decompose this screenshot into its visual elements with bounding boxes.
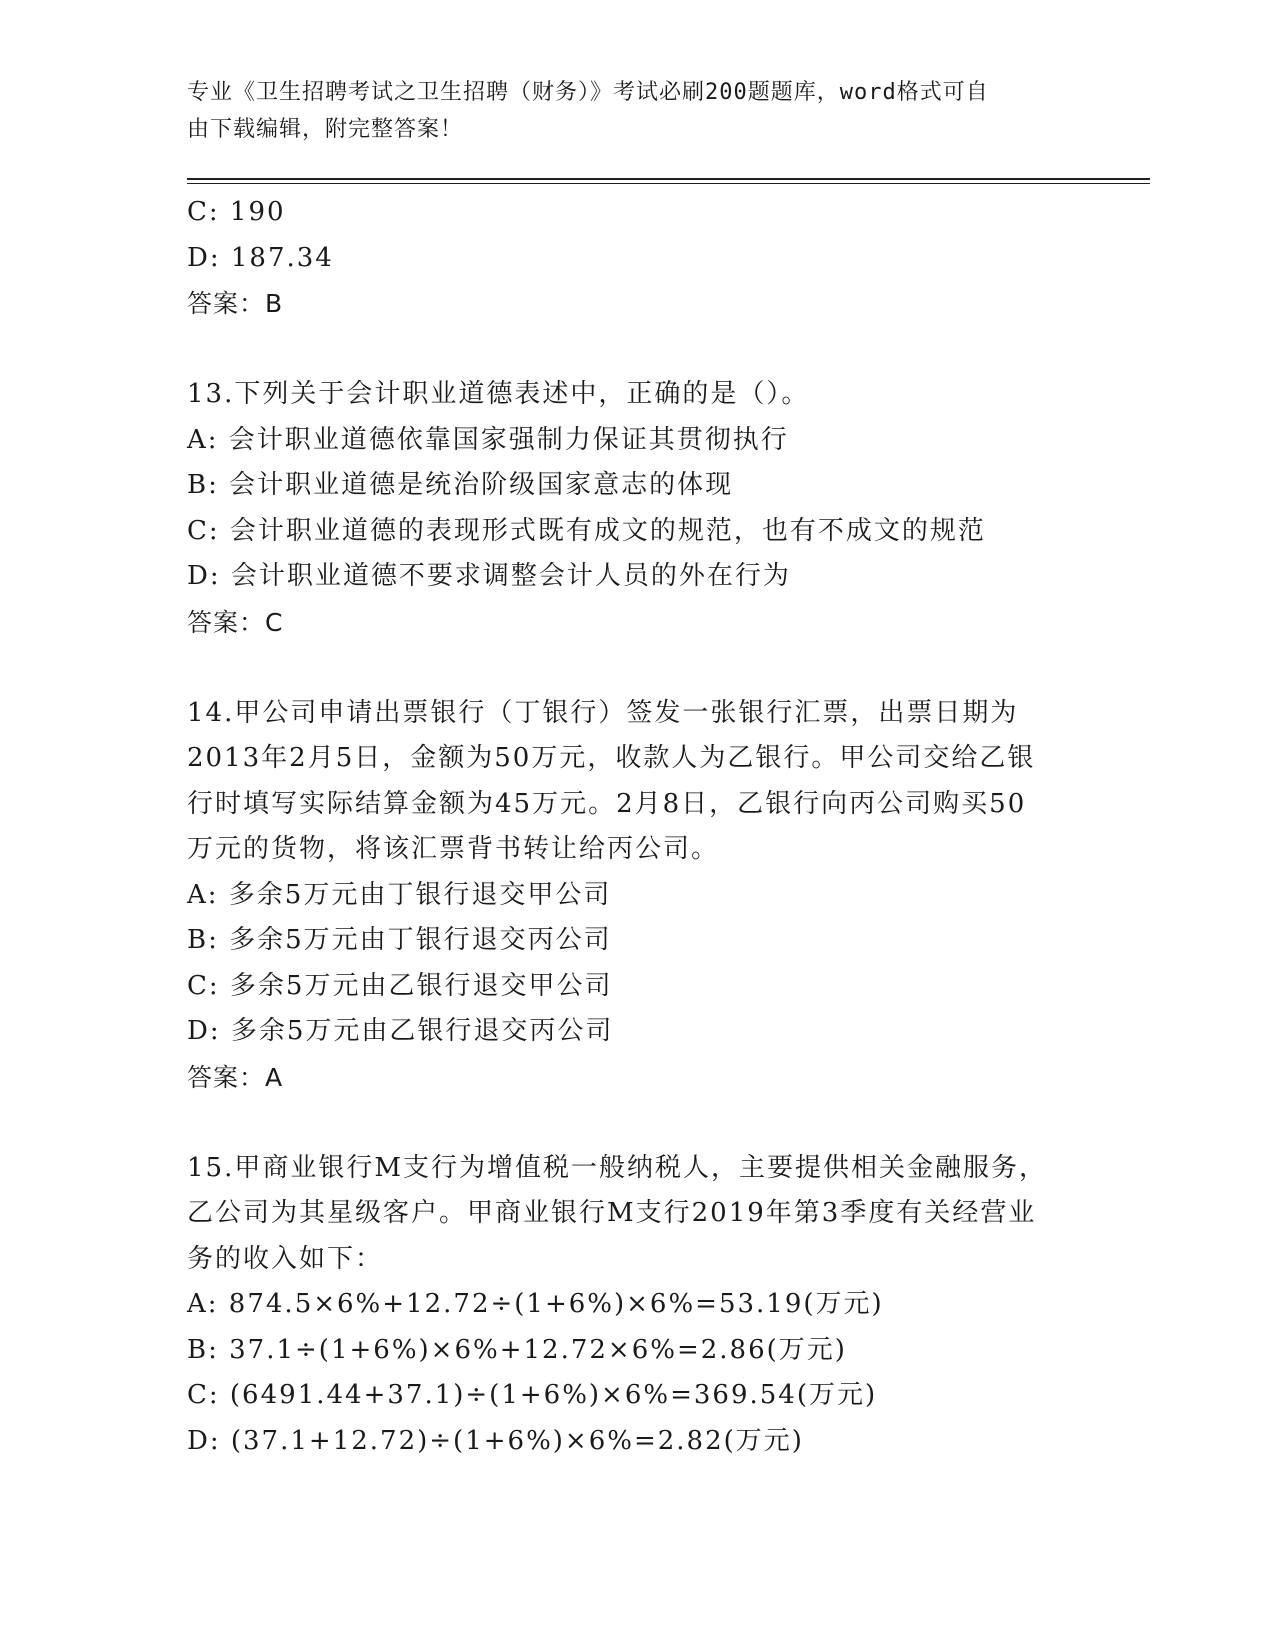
q12-option-c: C: 190 <box>187 197 286 227</box>
q13-option-c: C: 会计职业道德的表现形式既有成文的规范，也有不成文的规范 <box>187 515 986 546</box>
q14-answer: 答案：A <box>187 1062 284 1092</box>
spacer <box>187 327 1087 373</box>
header-line-2: 由下载编辑，附完整答案！ <box>187 117 464 142</box>
document-header <box>187 74 1087 148</box>
q13-option-a: A: 会计职业道德依靠国家强制力保证其贯彻执行 <box>187 424 789 455</box>
q13-option-b: B: 会计职业道德是统治阶级国家意志的体现 <box>187 470 734 500</box>
q15-stem-line-3: 务的收入如下： <box>187 1243 384 1274</box>
q15-option-a: A: 874.5×6%+12.72÷(1+6%)×6%=53.19(万元) <box>187 1289 884 1319</box>
header-divider-thick <box>187 178 1150 180</box>
q14-option-b: B: 多余5万元由丁银行退交丙公司 <box>187 925 612 955</box>
question-13 <box>187 372 1087 645</box>
q15-option-d: D: (37.1+12.72)÷(1+6%)×6%=2.82(万元) <box>187 1425 804 1456</box>
question-content <box>187 190 1087 1464</box>
q13-option-d: D: 会计职业道德不要求调整会计人员的外在行为 <box>187 561 791 591</box>
header-divider-thin <box>187 183 1150 184</box>
q12-option-d: D: 187.34 <box>187 242 334 273</box>
q14-stem-line-4: 万元的货物，将该汇票背书转让给丙公司。 <box>187 834 720 864</box>
question-12-tail <box>187 190 1087 327</box>
spacer <box>187 1100 1087 1146</box>
q14-option-a: A: 多余5万元由丁银行退交甲公司 <box>187 879 612 910</box>
question-15 <box>187 1146 1087 1465</box>
header-line-1: 专业《卫生招聘考试之卫生招聘（财务）》考试必刷200题题库，word格式可自 <box>187 80 989 105</box>
q13-stem: 13.下列关于会计职业道德表述中，正确的是（）。 <box>187 379 810 409</box>
q15-stem-line-1: 15.甲商业银行M支行为增值税一般纳税人，主要提供相关金融服务， <box>187 1152 1047 1183</box>
q15-option-c: C: (6491.44+37.1)÷(1+6%)×6%=369.54(万元) <box>187 1380 878 1410</box>
q14-stem-line-3: 行时填写实际结算金额为45万元。2月8日，乙银行向丙公司购买50 <box>187 788 1027 819</box>
q12-answer: 答案：B <box>187 289 284 318</box>
q15-stem-line-2: 乙公司为其星级客户。甲商业银行M支行2019年第3季度有关经营业 <box>187 1198 1037 1228</box>
q13-answer: 答案：C <box>187 607 284 637</box>
q15-option-b: B: 37.1÷(1+6%)×6%+12.72×6%=2.86(万元) <box>187 1334 847 1365</box>
question-14 <box>187 691 1087 1101</box>
spacer <box>187 645 1087 691</box>
q14-stem-line-2: 2013年2月5日，金额为50万元，收款人为乙银行。甲公司交给乙银 <box>187 743 1036 773</box>
q14-option-c: C: 多余5万元由乙银行退交甲公司 <box>187 970 613 1001</box>
q14-option-d: D: 多余5万元由乙银行退交丙公司 <box>187 1016 614 1046</box>
q14-stem-line-1: 14.甲公司申请出票银行（丁银行）签发一张银行汇票，出票日期为 <box>187 697 1019 728</box>
